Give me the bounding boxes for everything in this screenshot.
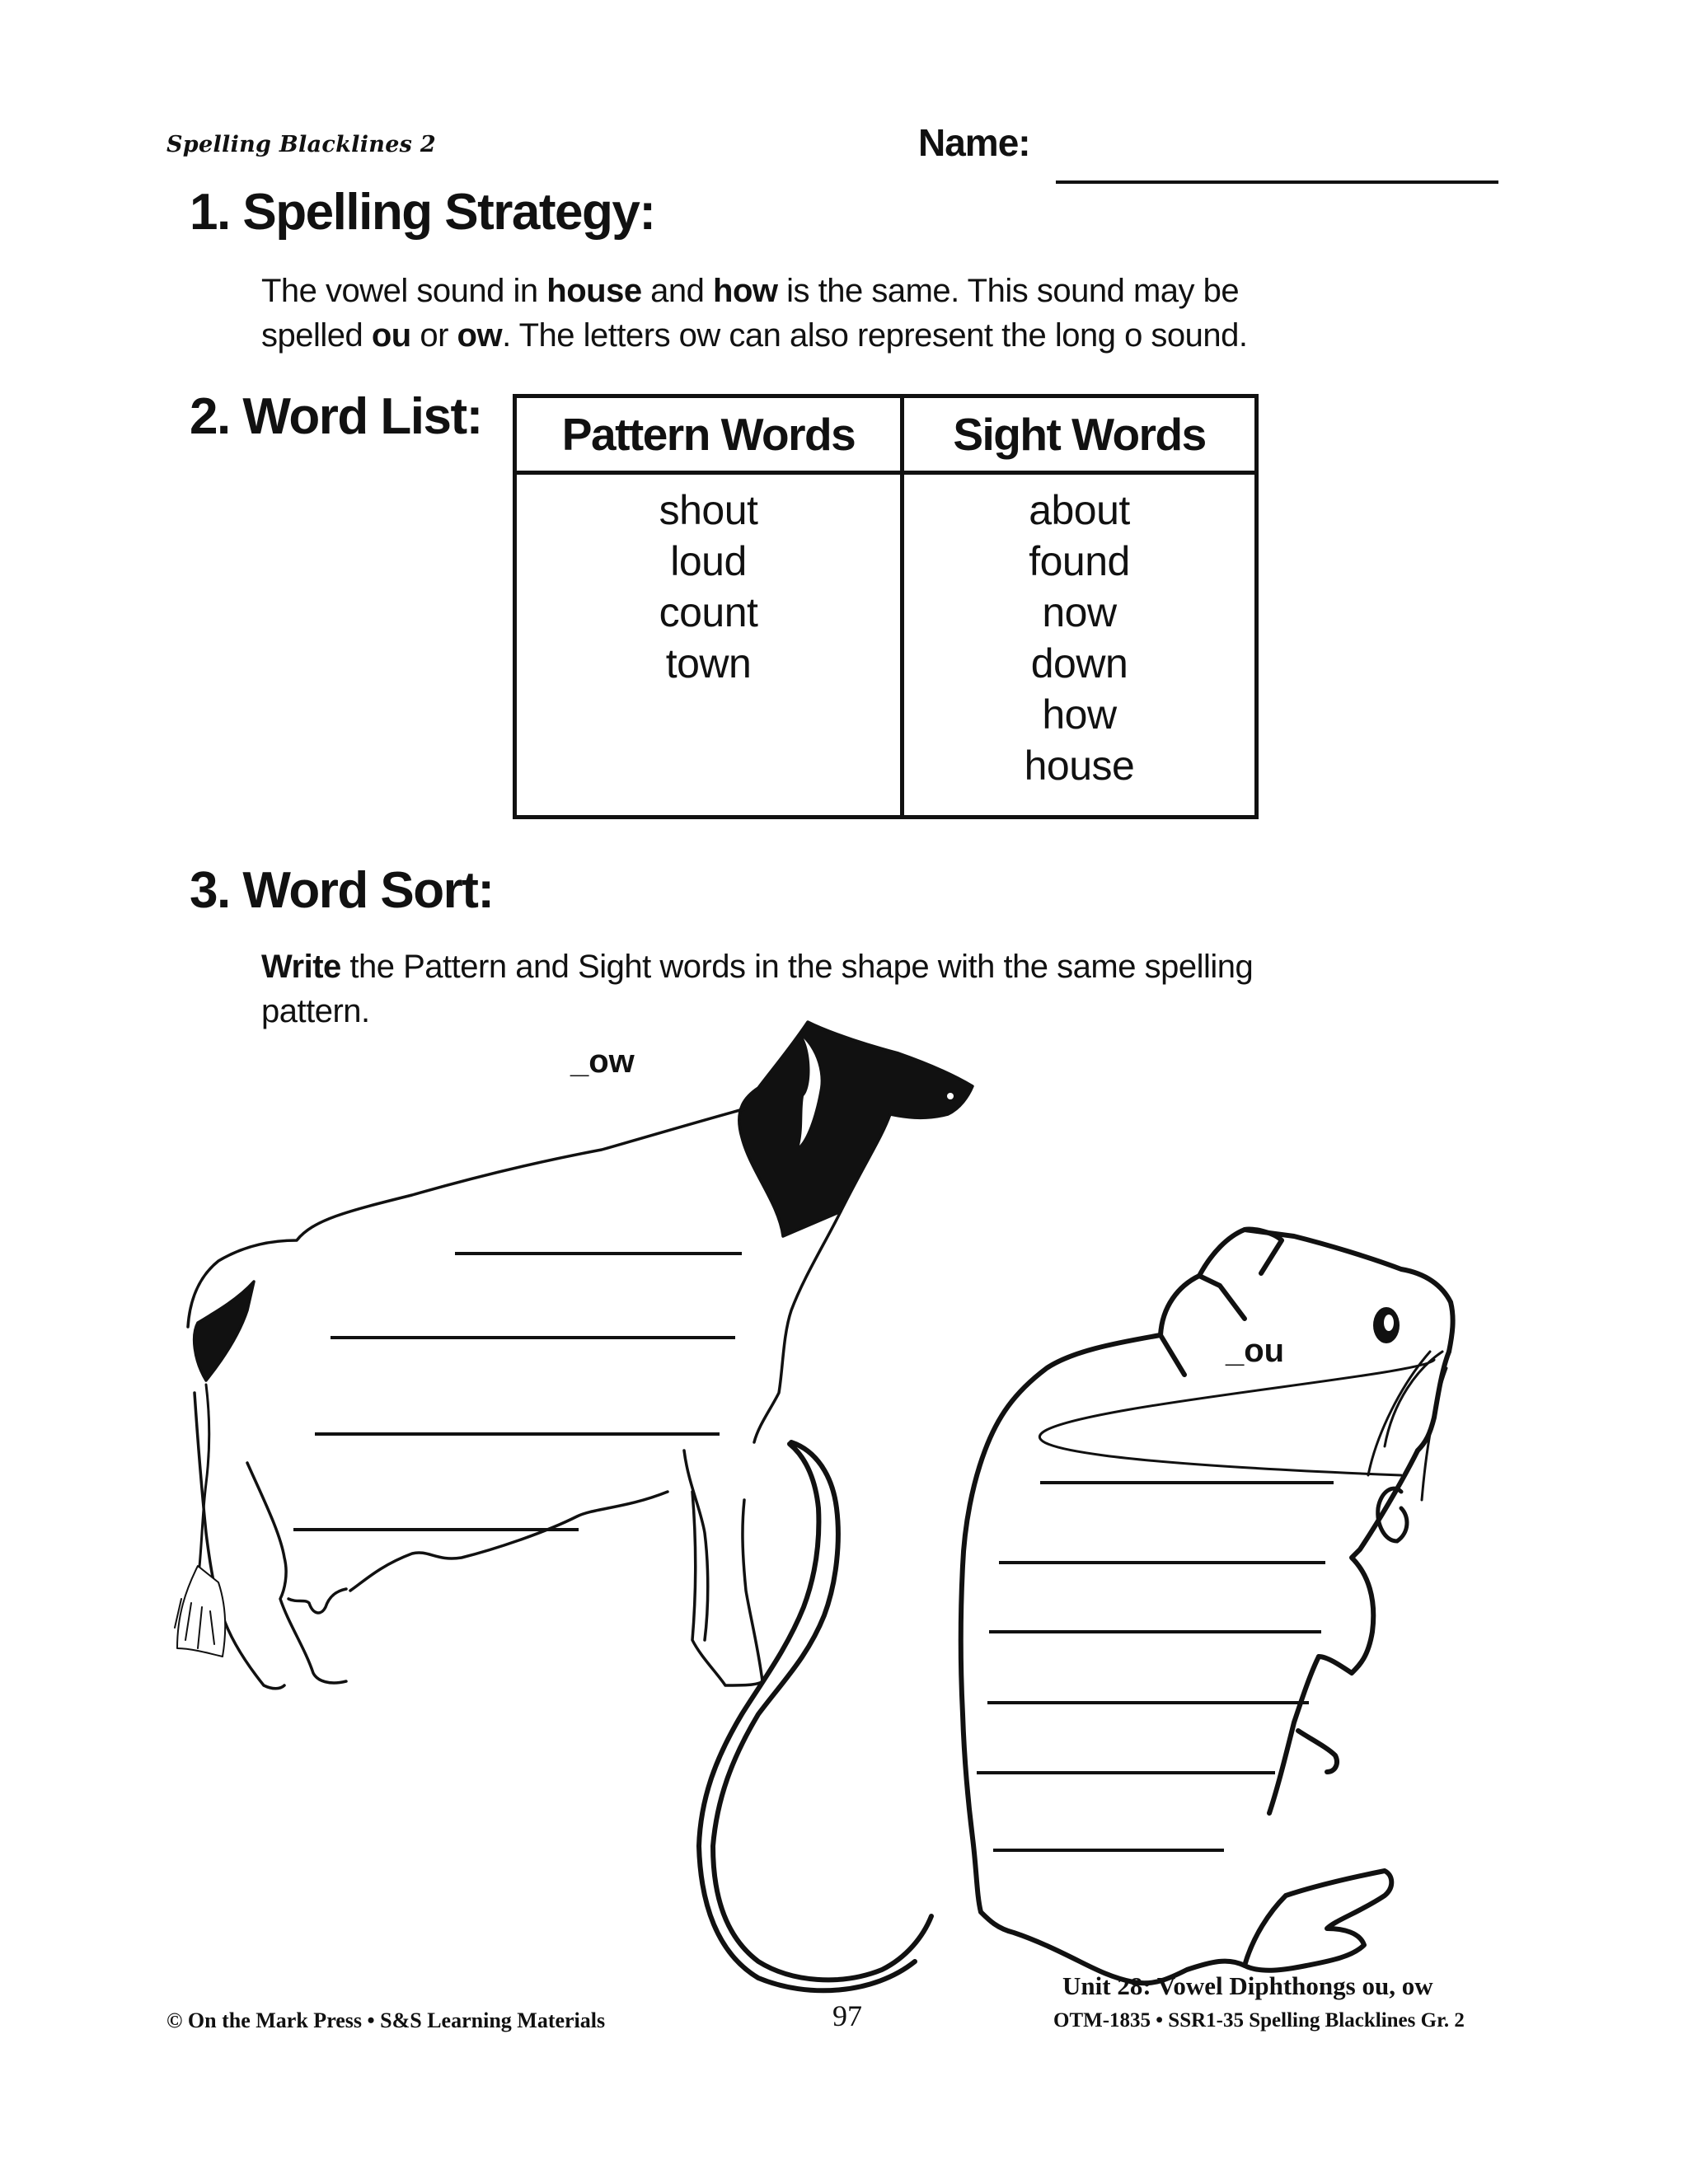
series-title: Spelling Blacklines 2 [166,132,436,157]
mouse-write-line-6[interactable] [993,1849,1224,1852]
word-item: how [1042,691,1117,738]
word-item: now [1042,589,1117,635]
mouse-shape-icon [699,1230,1453,1991]
keyword-house: house [546,273,642,309]
keyword-ou: ou [371,317,411,354]
instruction-verb: Write [261,949,341,985]
unit-title: Unit 28: Vowel Diphthongs ou, ow [1062,1971,1433,2000]
text-run: or [410,317,457,354]
word-item: count [659,589,758,635]
section-heading-word-sort: 3. Word Sort: [190,862,494,919]
text-run: spelled [261,317,372,354]
word-item: down [1030,640,1128,687]
word-item: shout [659,487,758,533]
column-header: Pattern Words [517,398,900,475]
cow-spelling-label: _ow [570,1043,635,1080]
text-run: is the same. This sound may be [777,273,1240,309]
copyright-text: © On the Mark Press • S&S Learning Materials [166,2008,606,2032]
mouse-write-line-3[interactable] [989,1630,1321,1633]
keyword-how: how [713,273,778,309]
text-run: The vowel sound in [261,273,547,309]
mouse-spelling-label: _ou [1226,1333,1285,1369]
name-label: Name: [918,121,1030,164]
page-number: 97 [832,1999,862,2032]
word-item: about [1029,487,1130,533]
mouse-write-line-5[interactable] [977,1771,1275,1774]
word-item: house [1024,743,1135,789]
text-run: and [641,273,714,309]
column-header: Sight Words [904,398,1254,475]
text-run: . The letters ow can also represent the long o sound. [502,317,1248,354]
cow-write-line-1[interactable] [455,1252,742,1255]
instruction-text-line-2: pattern. [261,993,370,1029]
cow-write-line-2[interactable] [331,1336,735,1339]
cow-shape-icon [175,1022,973,1689]
word-item: town [665,640,752,687]
section-heading-spelling-strategy: 1. Spelling Strategy: [190,184,655,241]
mouse-write-line-4[interactable] [987,1701,1309,1704]
instruction-text: the Pattern and Sight words in the shape with the same spelling [340,949,1254,985]
section-heading-word-list: 2. Word List: [190,388,482,445]
word-item: loud [670,538,747,584]
mouse-write-line-1[interactable] [1040,1481,1334,1484]
keyword-ow: ow [457,317,503,354]
cow-write-line-3[interactable] [315,1432,720,1436]
word-item: found [1029,538,1130,584]
product-code: OTM-1835 • SSR1-35 Spelling Blacklines Gr. 2 [1053,2009,1465,2032]
cow-write-line-4[interactable] [293,1528,579,1531]
mouse-write-line-2[interactable] [999,1561,1325,1564]
